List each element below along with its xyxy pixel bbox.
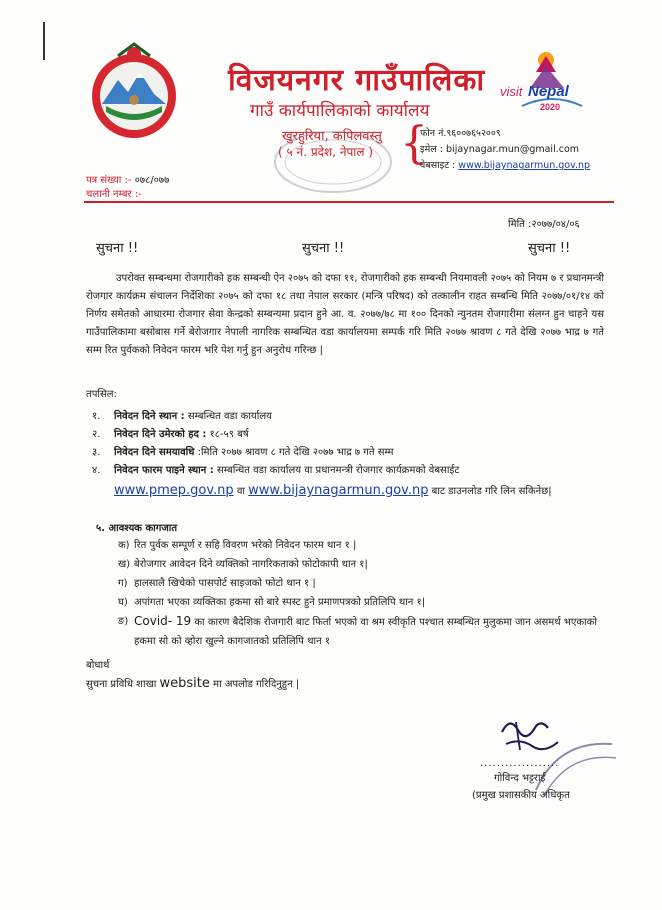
list-item-label: निवेदन फारम पाइने स्थान :: [114, 465, 214, 476]
notice-heading-left: सुचना !!: [96, 241, 139, 256]
address-line-2: ( ५ नं. प्रदेश, नेपाल ): [278, 145, 374, 159]
doc-item-marker: क): [118, 540, 130, 551]
doc-item: [118, 593, 608, 612]
list-item-text: :मिति २०७७ श्रावण ८ गते देखि २०७७ भाद्र ७ गते सम्म: [194, 447, 394, 458]
doc-item-marker: घ): [118, 597, 128, 608]
doc-item-text: रित पुर्वक सम्पूर्ण र सहि विवरण भरेको निवेदन फारम थान १ |: [134, 540, 357, 551]
list-item-label: निवेदन दिने स्थान :: [114, 411, 185, 422]
org-name: विजयनगर गाउँपालिका: [228, 63, 486, 98]
list-item-label: निवेदन दिने समयावधि: [114, 447, 195, 458]
reference-number: [86, 172, 169, 186]
letterhead-divider: [84, 201, 614, 203]
list-item-number: २.: [92, 429, 101, 440]
list-item-text: १८-५९ बर्ष: [206, 429, 249, 440]
website-label: वेबसाइट :: [420, 160, 456, 171]
list-item: [92, 444, 606, 462]
details-title: तपसिल:: [86, 389, 117, 400]
visit-logo-text: visit: [500, 84, 523, 99]
doc-item: [118, 536, 608, 555]
pmep-link[interactable]: www.pmep.gov.np: [114, 483, 234, 498]
download-or: वा: [233, 486, 249, 497]
doc-item: [118, 555, 608, 574]
email-address: इमेल : bijaynagar.mun@gmail.com: [420, 144, 580, 155]
reference-label: पत्र संख्या :-: [86, 175, 132, 186]
address-line-1: खुरहुरिया, कपिलवस्तु: [282, 129, 382, 144]
signer-title: (प्रमुख प्रशासकीय अधिकृत: [472, 790, 570, 801]
letter-date: मिति :२०७७/०४/०६: [508, 219, 580, 230]
contact-block: [420, 126, 590, 174]
doc-item-text: हालसालै खिचेको पासपोर्ट साइजको फोटो थान १ |: [134, 578, 316, 589]
doc-item-marker: ख): [118, 559, 131, 570]
phone-number: फोन नं.९६००७६५२००९: [420, 128, 501, 139]
contact-brace-icon: {: [400, 118, 428, 169]
visit-logo-year: 2020: [540, 102, 561, 112]
list-item: [92, 462, 606, 480]
docs-title: ५. आवश्यक कागजात: [96, 523, 178, 534]
cc-post: मा अपलोड गरिदिनुहुन |: [209, 679, 300, 690]
notice-heading-center: सुचना !!: [302, 241, 345, 256]
covid-label: Covid- 19: [134, 614, 192, 628]
notice-heading-right: सुचना !!: [528, 241, 571, 256]
list-item-text: सम्बन्धित वडा कार्यालय वा प्रधानमन्त्री रोजगार कार्यक्रमको वेबसाईट: [213, 465, 460, 476]
website-row: [420, 158, 590, 174]
list-item-number: ४.: [92, 465, 101, 476]
dispatch-number: [86, 186, 142, 200]
download-line: [92, 482, 606, 501]
signature-line: ...................: [480, 758, 560, 769]
dispatch-label: चलानी नम्बर :-: [86, 189, 142, 200]
visit-nepal-graphic-icon: [492, 48, 588, 118]
notice-paragraph: उपरोक्त सम्बन्धमा रोजगारीको हक सम्बन्धी ऐन २०७५ को दफा ११, रोजगारीको हक सम्बन्धी नियमावली २०७५ को नियम ७ र प्रधानमन्त्री रोजगार कार्यक्रम संचालन निर्देशिका २०७५ को दफा १८ तथा नेपाल सरकार (मन्त्रि परिषद) को तत्कालीन राहत सम्बन्धि मिति २०७७/०१/१४ को निर्णय समेतको आधारमा रोजगार सेवा केन्द्रको सम्बन्यमा प्रदान हुने आ. व. २०७७/७८ मा १०० दिनको न्युनतम रोजगारीमा संलग्न हुन चाहने यस गाउँपालिकामा बसोबास गर्ने बेरोजगार नेपाली नागरिक सम्बन्धित वडा कार्यालयमा सम्पर्क गरि मिति २०७७ श्रावण ८ गते देखि २०७७ भाद्र ७ गते सम्म रित पुर्वकको निवेदन फारम भरि पेश गर्नु हुन अनुरोध गरिन्छ |: [86, 273, 604, 356]
website-link[interactable]: www.bijaynagarmun.gov.np: [458, 160, 591, 171]
municipality-link[interactable]: www.bijaynagarmun.gov.np: [248, 483, 429, 498]
cc-pre: सुचना प्रविधि शाखा: [86, 679, 160, 690]
signer-name: गोविन्द भट्टराई: [494, 773, 546, 784]
details-list: [92, 408, 606, 501]
doc-item-text: बेरोजगार आवेदन दिने व्यक्तिको नागरिकताको फोटोकापी थान १|: [134, 559, 368, 570]
visit-nepal-logo: [492, 48, 588, 118]
margin-mark: [43, 22, 45, 60]
doc-item-text: अपांगता भएका व्यक्तिका हकमा सो बारे स्पस्ट हुने प्रमाणपत्रको प्रतिलिपि थान १|: [134, 597, 426, 608]
docs-list: [118, 536, 608, 651]
visit-logo-country: Nepal: [528, 83, 569, 100]
cc-line: [86, 676, 299, 691]
doc-item-text: का कारण बैदेशिक रोजगारी बाट फिर्ता भएको वा श्रम स्वीकृति पश्चात सम्बन्धित मुलुकमा जान असमर्थ भएकाको हकमा सो को व्होरा खुल्ने कागजातको प्रतिलिपि थान १: [134, 617, 597, 647]
reference-value: ०७८/०७७: [134, 175, 170, 186]
download-tail: बाट डाउनलोड गरि लिन सकिनेछ|: [428, 486, 552, 497]
cc-heading: बोधार्थ: [86, 660, 110, 671]
doc-item-covid: [118, 612, 608, 651]
list-item-label: निवेदन दिने उमेरको हद :: [114, 429, 207, 440]
doc-item-marker: ङ): [118, 616, 129, 627]
office-stamp-icon: [268, 126, 398, 198]
office-name: गाउँ कार्यपालिकाको कार्यालय: [250, 101, 430, 121]
cc-website: website: [159, 676, 210, 691]
doc-item-marker: ग): [118, 578, 128, 589]
list-item-number: १.: [92, 411, 101, 422]
list-item-number: ३.: [92, 447, 101, 458]
nepal-emblem-icon: [88, 42, 180, 142]
list-item-text: सम्बन्धित वडा कार्यालय: [184, 411, 272, 422]
doc-item: [118, 574, 608, 593]
notice-body: [86, 270, 604, 360]
list-item: [92, 426, 606, 444]
list-item: [92, 408, 606, 426]
